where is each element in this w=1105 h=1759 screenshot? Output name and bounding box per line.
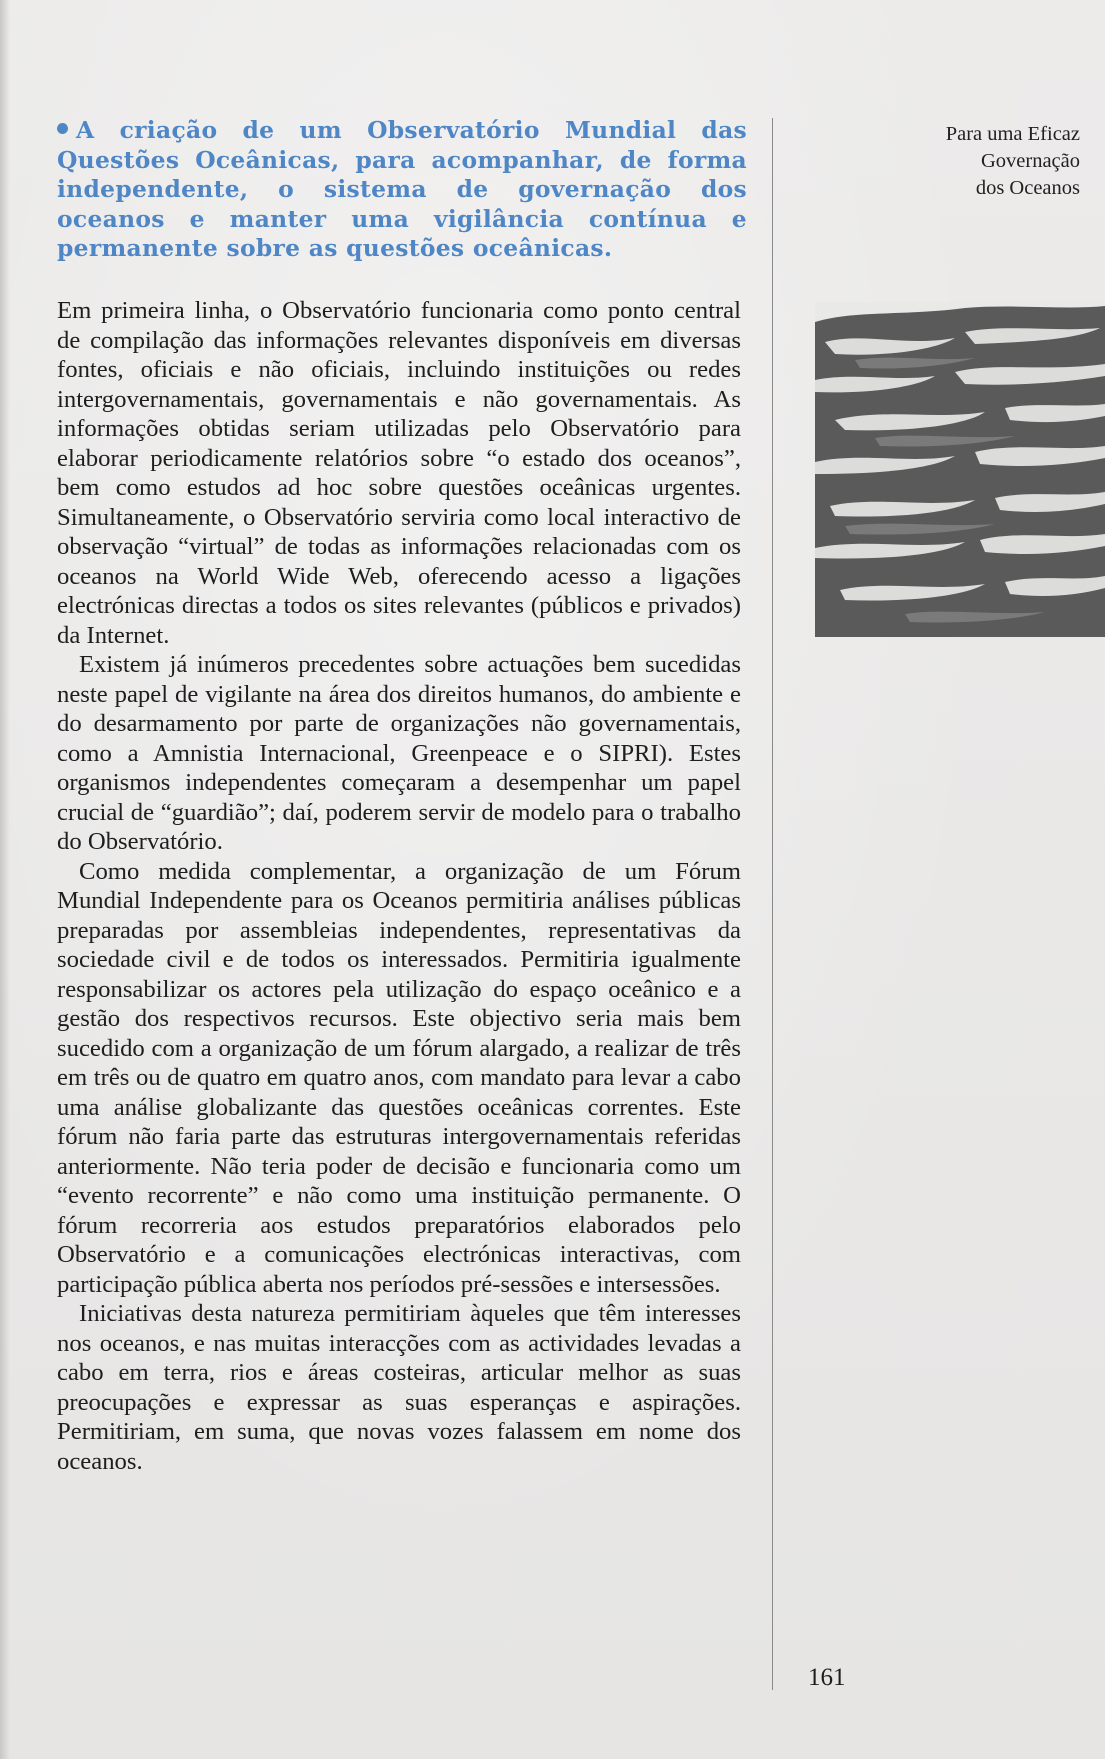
page-edge-shadow <box>0 0 10 1759</box>
highlight-point <box>57 116 747 264</box>
ocean-waves-image <box>815 302 1105 637</box>
running-head <box>880 121 1080 202</box>
running-head-line: Para uma Eficaz <box>945 123 1080 145</box>
column-divider <box>772 118 773 1690</box>
running-head-line: dos Oceanos <box>975 177 1080 199</box>
paragraph: Em primeira linha, o Observatório funcionaria como ponto central de compilação das informações relevantes disponíveis em diversas fontes, oficiais e não oficiais, incluindo instituições ou redes intergovernamentais, governamentais e não governamentais. As informações obtidas seriam utilizadas pelo Observatório para elaborar periodicamente relatórios sobre “o estado dos oceanos”, bem como estudos ad hoc sobre questões oceânicas urgentes. Simultaneamente, o Observatório serviria como local interactivo de observação “virtual” de todas as informações relacionadas com os oceanos na World Wide Web, oferecendo acesso a ligações electrónicas directas a todos os sites relevantes (públicos e privados) da Internet. <box>57 297 741 649</box>
paragraph: Existem já inúmeros precedentes sobre actuações bem sucedidas neste papel de vigilante na área dos direitos humanos, do ambiente e do desarmamento por parte de organizações não governamentais, como a Amnistia Internacional, Greenpeace e o SIPRI). Estes organismos independentes começaram a desempenhar um papel crucial de “guardião”; daí, poderem servir de modelo para o trabalho do Observatório. <box>57 651 741 855</box>
paragraph: Como medida complementar, a organização de um Fórum Mundial Independente para os Oceanos permitiria análises públicas preparadas por assembleias independentes, representativas da sociedade civil e de todos os interessados. Permitiria igualmente responsabilizar os actores pela utilização do espaço oceânico e a gestão dos respectivos recursos. Este objectivo seria mais bem sucedido com a organização de um fórum alargado, a realizar de três em três ou de quatro em quatro anos, com mandato para levar a cabo uma análise globalizante das questões oceânicas correntes. Este fórum não faria parte das estruturas intergovernamentais referidas anteriormente. Não teria poder de decisão e funcionaria como um “evento recorrente” e não como uma instituição permanente. O fórum recorreria aos estudos preparatórios elaborados pelo Observatório e a comunicações electrónicas interactivas, com participação pública aberta nos períodos pré-sessões e intersessões. <box>57 857 741 1298</box>
highlight-text: A criação de um Observatório Mundial das Questões Oceânicas, para acompanhar, de forma independente, o sistema de governação dos oceanos e manter uma vigilância contínua e permanente sobre as questões oceânicas. <box>57 116 747 262</box>
page-number: 161 <box>808 1664 846 1691</box>
paragraph: Iniciativas desta natureza permitiriam àqueles que têm interesses nos oceanos, e nas muitas interacções com as actividades levadas a cabo em terra, rios e áreas costeiras, articular melhor as suas preocupações e expressar as suas esperanças e aspirações. Permitiriam, em suma, que novas vozes falassem em nome dos oceanos. <box>57 1300 741 1475</box>
bullet-icon <box>57 123 68 134</box>
running-head-line: Governação <box>980 150 1080 172</box>
body-text <box>57 296 741 1476</box>
